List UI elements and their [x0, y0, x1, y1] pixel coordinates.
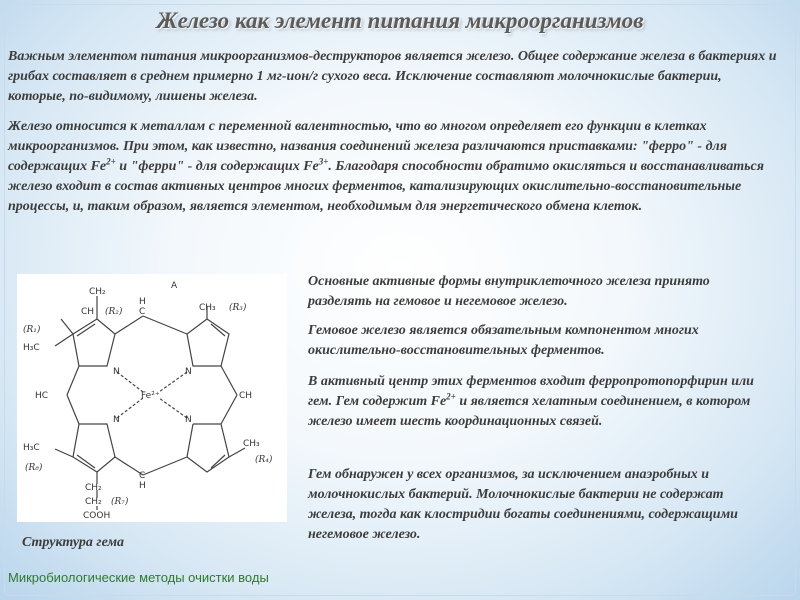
superscript: 3+ — [318, 156, 329, 167]
paragraph-heme-center — [308, 372, 763, 432]
chem-label: CH₂ — [85, 497, 102, 507]
chem-label: H₃C — [23, 343, 40, 353]
chem-label: N — [185, 367, 192, 377]
chem-label: N — [113, 415, 120, 425]
chem-label: CH — [239, 391, 253, 401]
chem-label: C — [139, 471, 146, 481]
heme-bonds — [55, 296, 245, 510]
paragraph-text: Железо относится к металлам с переменной валентностью, что во многом определяет его функции в клетках микроорганизмов. При этом, как известно, названия соединений железа различаются приставками: "ферро" - для содержащих Fe — [8, 119, 727, 174]
paragraph-heme-iron: Гемовое железо является обязательным компонентом многих окислительно-восстановительных ферментов. — [308, 323, 699, 358]
paragraph-text: В активный центр этих ферментов входит ферропротопорфирин или гем. Гем содержит Fe — [308, 374, 754, 409]
chem-label: (R₃) — [229, 303, 247, 313]
superscript: 2+ — [106, 156, 116, 167]
slide-footer: Микробиологические методы очистки воды — [8, 570, 269, 585]
paragraph-text: . Благодаря способности обратимо окисляться и восстанавливаться железо входит в состав активных центров многих ферментов, катализирующих окислительно-восстановительные процессы, и, таким образом, является элементом, необходимым для энергетического обмена клеток. — [8, 159, 764, 214]
chem-label: CH₂ — [85, 483, 102, 493]
chem-label: CH₃ — [243, 439, 260, 449]
chem-label: (R₂) — [105, 307, 123, 317]
chem-label: CH₂ — [89, 287, 106, 297]
chem-label: (R₄) — [255, 455, 273, 465]
diagram-caption: Структура гема — [22, 535, 125, 550]
chem-label: (R₇) — [111, 497, 129, 507]
diagram-letter: A — [171, 281, 178, 291]
chem-label: H₃C — [23, 443, 40, 453]
superscript: 2+ — [446, 391, 456, 402]
heme-structure-diagram — [17, 274, 287, 522]
chem-label: N — [185, 415, 192, 425]
slide-title: Железо как элемент питания микроорганизмов — [156, 8, 644, 33]
chem-label: CH₃ — [199, 303, 216, 313]
paragraph-iron-content: Важным элементом питания микроорганизмов-деструкторов является железо. Общее содержание железа в бактериях и грибах составляет в среднем примерно 1 мг-ион/г сухого веса. Исключение составляют молочнокислые бактерии, которые, по-видимому, лишены железа. — [8, 49, 777, 104]
chem-label: H — [139, 481, 146, 491]
chem-label: Fe²⁺ — [141, 391, 160, 401]
chem-label: (R₁) — [23, 325, 41, 335]
paragraph-iron-forms: Основные активные формы внутриклеточного железа принято разделять на гемовое и негемовое железо. — [308, 274, 710, 309]
chem-label: COOH — [83, 511, 111, 521]
chem-label: CH — [81, 307, 95, 317]
heme-structure-svg — [17, 274, 287, 522]
paragraph-text: и является хелатным соединением, в котором железо имеет шесть координационных связей. — [308, 394, 751, 429]
paragraph-iron-valence — [8, 117, 782, 217]
chem-label: N — [113, 367, 120, 377]
chem-label: (R₈) — [25, 463, 43, 473]
chem-label: HC — [35, 391, 49, 401]
chem-label: C — [139, 307, 146, 317]
paragraph-text: и "ферри" - для содержащих Fe — [115, 159, 319, 174]
paragraph-heme-organisms: Гем обнаружен у всех организмов, за исключением анаэробных и молочнокислых бактерий. Молочнокислые бактерии не содержат железа, тогда как клостридии богаты соединениями, содержащими негемовое железо. — [308, 467, 738, 542]
chem-label: H — [139, 297, 146, 307]
